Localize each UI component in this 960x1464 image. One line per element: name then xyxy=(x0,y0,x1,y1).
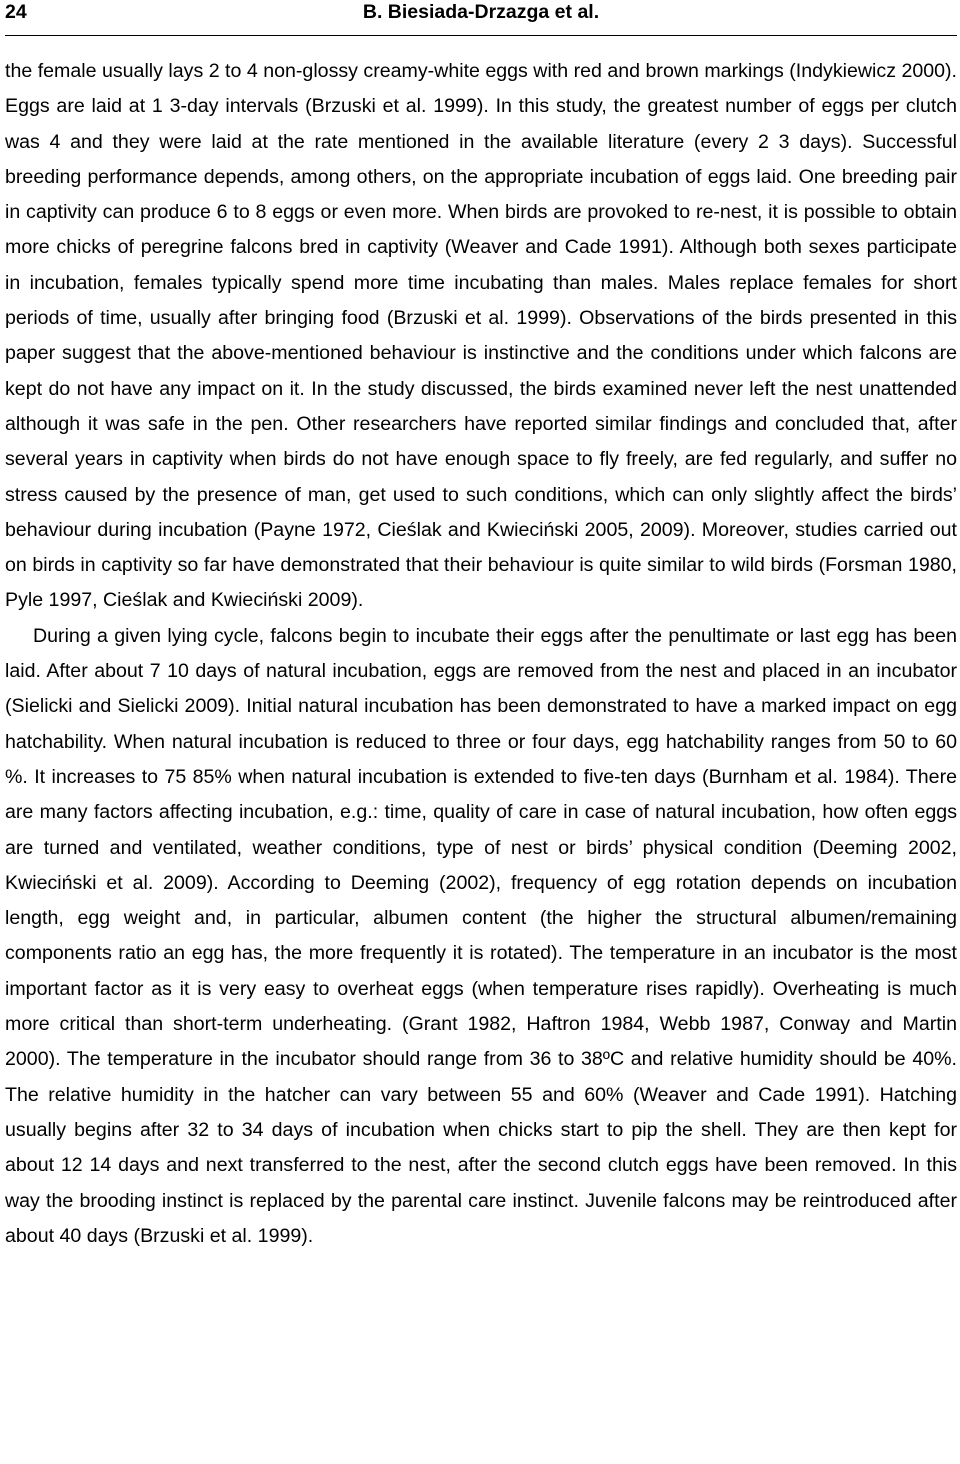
header-rule xyxy=(5,35,957,36)
page-number: 24 xyxy=(5,1,27,23)
paragraph-incubation: During a given lying cycle, falcons begin to incubate their eggs after the penultimate or last egg has been laid. After about 7 10 days of natural incubation, eggs are removed from the nest and placed in an incubator (Sielicki and Sielicki 2009). Initial natural incubation has been demonstrated to have a marked impact on egg hatchability. When natural incubation is reduced to three or four days, egg hatchability ranges from 50 to 60 %. It increases to 75 85% when natural incubation is extended to five-ten days (Burnham et al. 1984). There are many factors affecting incubation, e.g.: time, quality of care in case of natural incubation, how often eggs are turned and ventilated, weather conditions, type of nest or birds’ physical condition (Deeming 2002, Kwieciński et al. 2009). According to Deeming (2002), frequency of egg rotation depends on incubation length, egg weight and, in particular, albumen content (the higher the structural albumen/remaining components ratio an egg has, the more frequently it is rotated). The temperature in an incubator is the most important factor as it is very easy to overheat eggs (when temperature rises rapidly). Overheating is much more critical than short-term underheating. (Grant 1982, Haftron 1984, Webb 1987, Conway and Martin 2000). The temperature in the incubator should range from 36 to 38ºC and relative humidity should be 40%. The relative humidity in the hatcher can vary between 55 and 60% (Weaver and Cade 1991). Hatching usually begins after 32 to 34 days of incubation when chicks start to pip the shell. They are then kept for about 12 14 days and next transferred to the nest, after the second clutch eggs have been removed. In this way the brooding instinct is replaced by the parental care instinct. Juvenile falcons may be reintroduced after about 40 days (Brzuski et al. 1999). xyxy=(5,624,957,1247)
body-text xyxy=(5,54,957,1254)
paragraph-continued: the female usually lays 2 to 4 non-glossy creamy-white eggs with red and brown markings (Indykiewicz 2000). Eggs are laid at 1 3-day intervals (Brzuski et al. 1999). In this study, the greatest number of eggs per clutch was 4 and they were laid at the rate mentioned in the available literature (every 2 3 days). Successful breeding performance depends, among others, on the appropriate incubation of eggs laid. One breeding pair in captivity can produce 6 to 8 eggs or even more. When birds are provoked to re-nest, it is possible to obtain more chicks of peregrine falcons bred in captivity (Weaver and Cade 1991). Although both sexes participate in incubation, females typically spend more time incubating than males. Males replace females for short periods of time, usually after bringing food (Brzuski et al. 1999). Observations of the birds presented in this paper suggest that the above-mentioned behaviour is instinctive and the conditions under which falcons are kept do not have any impact on it. In the study discussed, the birds examined never left the nest unattended although it was safe in the pen. Other researchers have reported similar findings and concluded that, after several years in captivity when birds do not have enough space to fly freely, are fed regularly, and suffer no stress caused by the presence of man, get used to such conditions, which can only slightly affect the birds’ behaviour during incubation (Payne 1972, Cieślak and Kwieciński 2005, 2009). Moreover, studies carried out on birds in captivity so far have demonstrated that their behaviour is quite similar to wild birds (Forsman 1980, Pyle 1997, Cieślak and Kwieciński 2009). xyxy=(5,60,957,612)
running-header xyxy=(5,0,957,40)
running-title: B. Biesiada-Drzazga et al. xyxy=(362,1,600,23)
page xyxy=(5,0,957,1247)
